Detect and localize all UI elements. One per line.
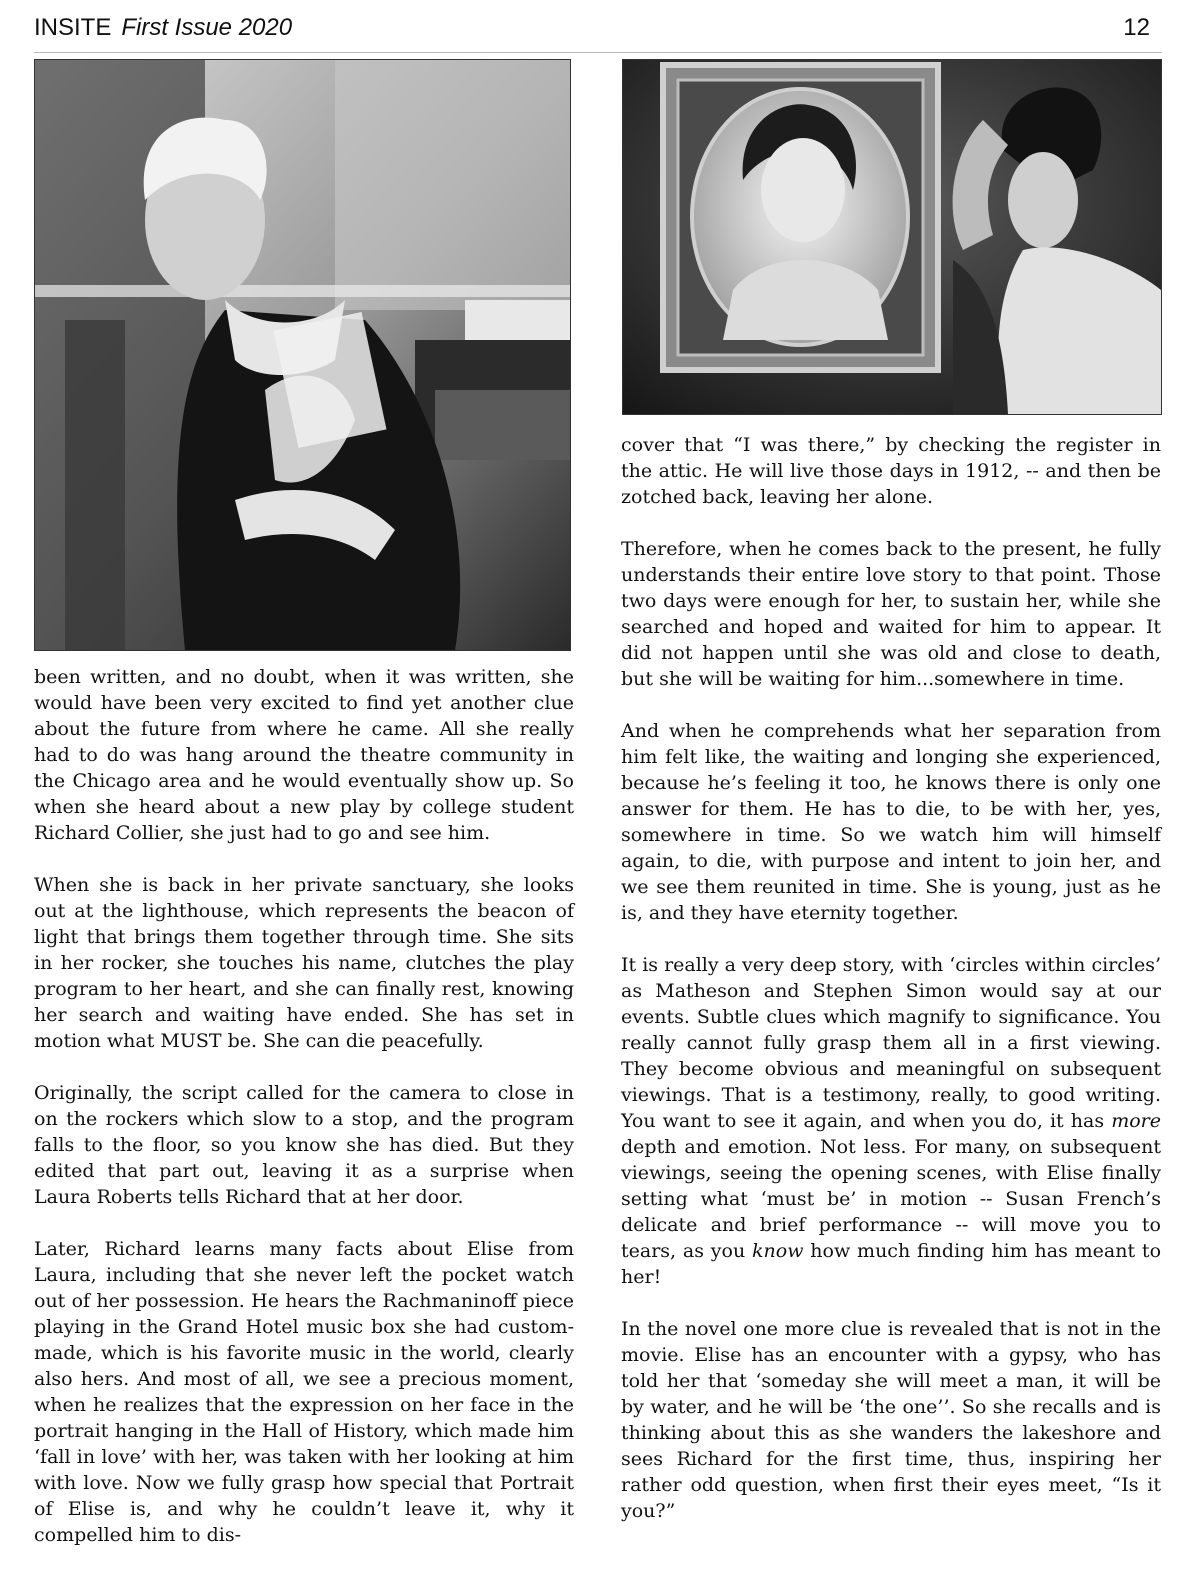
paragraph-text: how much finding him has meant to her! [621, 1240, 1162, 1288]
publication-header [34, 12, 292, 44]
paragraph-text: It is really a very deep story, with ‘circles within circles’ as Matheson and Stephen Simon would say at our events. Subtle clues which magnify to significance. You really cannot fully grasp them all in a first viewing. They become obvious and meaningful on subsequent viewings. That is a testimony, really, to good writing. You want to see it again, and when you do, it has [621, 954, 1161, 1132]
page-number: 12 [1123, 14, 1150, 41]
right-paragraph-1: cover that “I was there,” by checking the register in the attic. He will live those days in 1912, -- and then be zotched back, leaving her alone. [621, 434, 1161, 508]
right-paragraph-2: Therefore, when he comes back to the present, he fully understands their entire love story to that point. Those two days were enough for her, to sustain her, while she searched and hoped and waited for him to appear. It did not happen until she was old and close to death, but she will be waiting for him...somewhere in time. [621, 538, 1161, 690]
emphasis-know: know [752, 1240, 804, 1262]
right-paragraph-5: In the novel one more clue is revealed that is not in the movie. Elise has an encounter with a gypsy, who has told her that ‘someday she will meet a man, it will be by water, and he will be ‘the one’’. So she recalls and is thinking about this as she wanders the lakeshore and sees Richard for the first time, thus, inspiring her rather odd question, when first their eyes meet, “Is it you?” [621, 1318, 1161, 1522]
issue-label: First Issue 2020 [121, 14, 293, 41]
publication-name: INSITE [34, 14, 112, 41]
right-paragraph-4 [621, 952, 1161, 1290]
article-right-column [621, 432, 1161, 1524]
header-divider [34, 52, 1162, 53]
left-paragraph-4: Later, Richard learns many facts about Elise from Laura, including that she never left the pocket watch out of her possession. He hears the Rachmaninoff piece playing in the Grand Hotel music box she had custom-made, which is his favorite music in the world, clearly also hers. And most of all, we see a precious moment, when he realizes that the expression on her face in the portrait hanging in the Hall of History, which made him ‘fall in love’ with her, was taken with her looking at him with love. Now we fully grasp how special that Portrait of Elise is, and why he couldn’t leave it, why it compelled him to dis- [34, 1238, 574, 1546]
photo-man-portrait-icon [622, 59, 1162, 415]
photo-elderly-woman-icon [34, 59, 571, 651]
left-paragraph-1: been written, and no doubt, when it was written, she would have been very excited to find yet another clue about the future from where he came. All she really had to do was hang around the theatre community in the Chicago area and he would eventually show up. So when she heard about a new play by college student Richard Collier, she just had to go and see him. [34, 666, 574, 844]
page-header [34, 12, 1162, 46]
emphasis-more: more [1111, 1110, 1161, 1132]
right-paragraph-3: And when he comprehends what her separation from him felt like, the waiting and longing she experienced, because he’s feeling it too, he knows there is only one answer for them. He has to die, to be with her, yes, somewhere in time. So we watch him will himself again, to die, with purpose and intent to join her, and we see them reunited in time. She is young, just as he is, and they have eternity together. [621, 720, 1161, 924]
article-left-column [34, 664, 574, 1548]
left-paragraph-2: When she is back in her private sanctuary, she looks out at the lighthouse, which represents the beacon of light that brings them together through time. She sits in her rocker, she touches his name, clutches the play program to her heart, and she can finally rest, knowing her search and waiting have ended. She has set in motion what MUST be. She can die peacefully. [34, 874, 574, 1052]
paragraph-text: depth and emotion. Not less. For many, on subsequent viewings, seeing the opening scenes, with Elise finally setting what ‘must be’ in motion -- Susan French’s delicate and brief performance -- will move you to tears, as you [621, 1136, 1161, 1262]
left-paragraph-3: Originally, the script called for the camera to close in on the rockers which slow to a stop, and the program falls to the floor, so you know she has died. But they edited that part out, leaving it as a surprise when Laura Roberts tells Richard that at her door. [34, 1082, 574, 1208]
